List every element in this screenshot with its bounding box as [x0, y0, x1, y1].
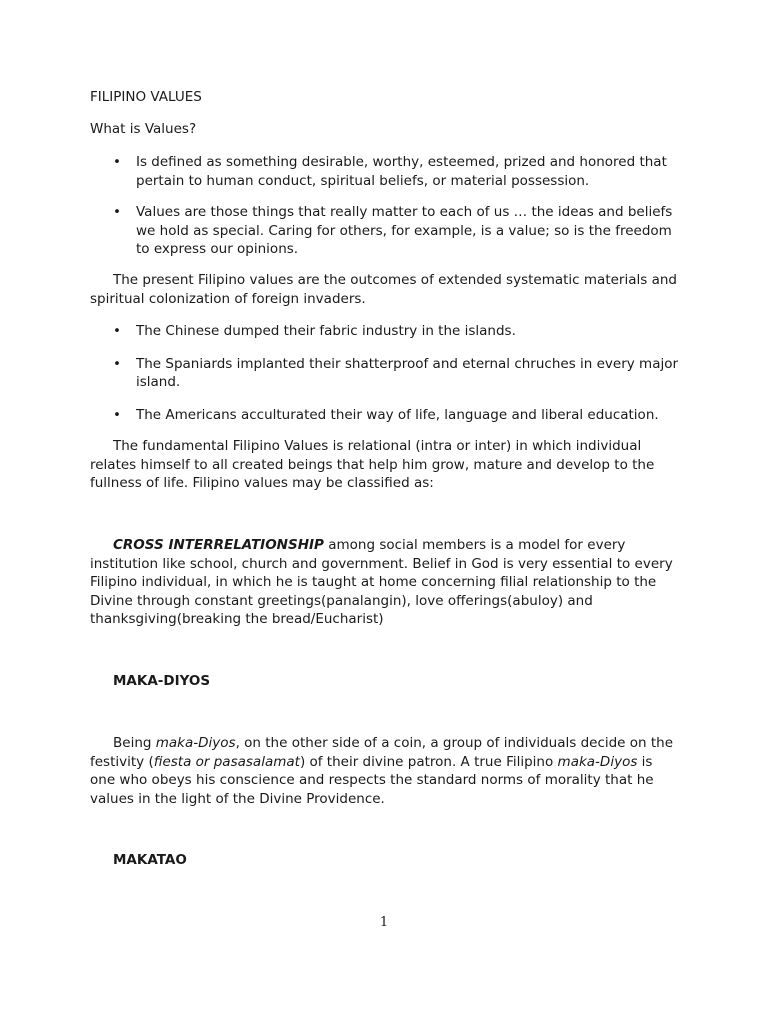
list-item: • The Spaniards implanted their shatterproof and eternal chruches in every major island. — [90, 355, 680, 392]
fundamental-values-paragraph: The fundamental Filipino Values is relational (intra or inter) in which individual relates himself to all created beings that help him grow, mature and develop to the fullness of life. Filipino values may be classified as: — [90, 438, 655, 491]
list-item: • The Chinese dumped their fabric industry in the islands. — [90, 322, 680, 341]
list-item: • Values are those things that really matter to each of us … the ideas and beliefs we hold as special. Caring for others, for example, is a value; so is the freedom to express our opinions. — [90, 203, 680, 259]
present-values-paragraph: The present Filipino values are the outcomes of extended systematic materials and spiritual colonization of foreign invaders. — [90, 272, 677, 307]
text-run: is one who obeys his conscience and respects the standard norms of morality that he values in the light of the Divine Providence. — [90, 753, 654, 807]
cross-interrelationship-term: CROSS INTERRELATIONSHIP — [113, 537, 324, 553]
text-run: ) of their divine patron. A true Filipino — [299, 753, 558, 770]
definition-list — [90, 153, 680, 259]
maka-diyos-heading: MAKA-DIYOS — [113, 673, 211, 689]
list-item: • The Americans acculturated their way of life, language and liberal education. — [90, 406, 680, 425]
invaders-list — [90, 322, 680, 424]
cross-interrelationship-text: among social members is a model for every institution like school, church and government. Belief in God is very essential to every Filipino individual, in which he is taught at home concerning filial relationship to the Divine through constant greetings(panalangin), love offerings(abuloy) and thanksgiving(breaking the bread/Eucharist) — [90, 537, 673, 627]
list-item: • Is defined as something desirable, worthy, esteemed, prized and honored that pertain to human conduct, spiritual beliefs, or material possession. — [90, 153, 680, 190]
text-run: , on the other side of a coin, a group of individuals decide on the festivity ( — [90, 735, 674, 770]
makatao-heading: MAKATAO — [113, 852, 187, 868]
fiesta-term: fiesta or pasasalamat — [153, 753, 300, 770]
page-number: 1 — [379, 915, 389, 930]
maka-diyos-term: maka-Diyos — [155, 735, 236, 751]
document-title: FILIPINO VALUES — [90, 89, 202, 105]
question-heading: What is Values? — [90, 121, 197, 137]
text-run: Being — [113, 735, 156, 751]
maka-diyos-term: maka-Diyos — [557, 753, 638, 770]
maka-diyos-paragraph — [90, 734, 680, 808]
cross-interrelationship-paragraph — [90, 536, 680, 629]
